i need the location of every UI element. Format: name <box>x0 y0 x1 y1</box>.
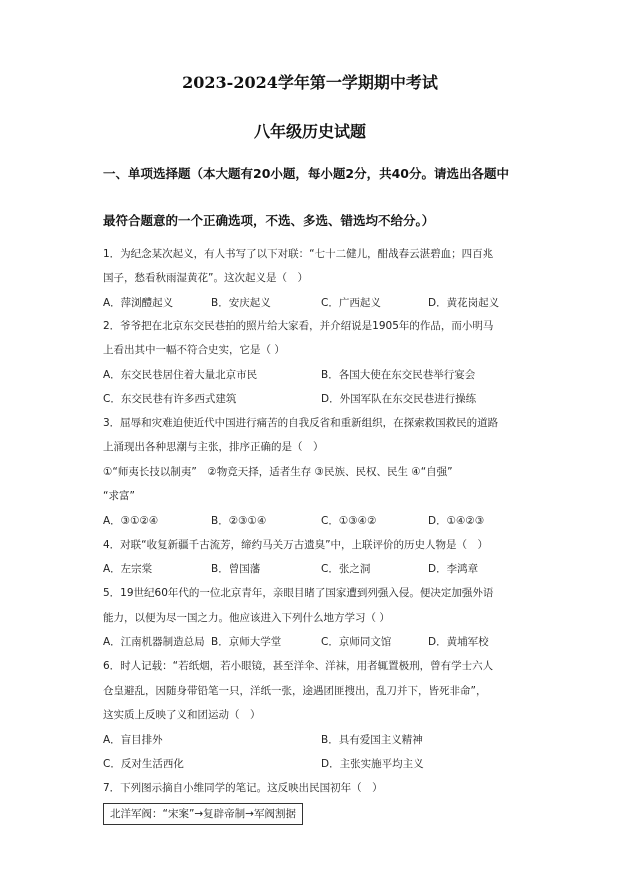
question-4-option-a: A．左宗棠 <box>103 563 153 575</box>
exam-title: 2023-2024学年第一学期期中考试 <box>182 73 438 92</box>
question-2-stem-line2: 上看出其中一幅不符合史实，它是（ ） <box>103 344 285 356</box>
question-1-option-b: B．安庆起义 <box>211 297 271 309</box>
question-3-option-b: B．②③①④ <box>211 515 267 527</box>
section-heading-line1: 一、单项选择题（本大题有20小题，每小题2分，共40分。请选出各题中 <box>103 166 509 181</box>
question-1-stem-line1: 1．为纪念某次起义，有人书写了以下对联：“七十二健儿，酣战春云湛碧血；四百兆 <box>103 248 494 260</box>
question-5-option-c: C．京师同文馆 <box>321 636 392 648</box>
question-1-option-c: C．广西起义 <box>321 297 381 309</box>
question-6-option-b: B．具有爱国主义精神 <box>321 734 423 746</box>
question-5-option-d: D．黄埔军校 <box>428 636 489 648</box>
question-2-option-a: A．东交民巷居住着大量北京市民 <box>103 369 258 381</box>
question-5-stem-line1: 5．19世纪60年代的一位北京青年，亲眼目睹了国家遭到列强入侵。便决定加强外语 <box>103 587 494 599</box>
question-5-option-b: B．京师大学堂 <box>211 636 282 648</box>
question-6-stem-line3: 这实质上反映了义和团运动（ ） <box>103 709 261 721</box>
question-1-option-d: D．黄花岗起义 <box>428 297 500 309</box>
question-2-option-c: C．东交民巷有许多西式建筑 <box>103 393 237 405</box>
question-4-option-d: D．李鸿章 <box>428 563 479 575</box>
question-3-stem-line3: ①“师夷长技以制夷” ②物竞天择，适者生存 ③民族、民权、民生 ④“自强” <box>103 466 453 478</box>
question-3-stem-line2: 上涌现出各种思潮与主张，排序正确的是（ ） <box>103 441 324 453</box>
question-4-option-b: B．曾国藩 <box>211 563 261 575</box>
question-4-option-c: C．张之洞 <box>321 563 371 575</box>
question-3-stem-line4: “求富” <box>103 490 135 502</box>
question-3-stem-line1: 3．屈辱和灾难迫使近代中国进行痛苦的自我反省和重新组织，在探索救国救民的道路 <box>103 417 499 429</box>
question-6-option-d: D．主张实施平均主义 <box>321 758 424 770</box>
question-3-option-a: A．③①②④ <box>103 515 159 527</box>
question-3-option-d: D．①④②③ <box>428 515 485 527</box>
question-6-stem-line1: 6．时人记载：“若纸烟，若小眼镜，甚至洋伞、洋袜，用者辄置极刑，曾有学士六人 <box>103 660 494 672</box>
question-6-option-a: A．盲目排外 <box>103 734 163 746</box>
question-5-stem-line2: 能力，以便为尽一国之力。他应该进入下列什么地方学习（ ） <box>103 612 390 624</box>
question-2-option-d: D．外国军队在东交民巷进行操练 <box>321 393 477 405</box>
question-6-option-c: C．反对生活西化 <box>103 758 184 770</box>
question-1-stem-line2: 国子，愁看秋雨湿黄花”。这次起义是（ ） <box>103 272 308 284</box>
question-6-stem-line2: 仓皇避乱，因随身带铅笔一只，洋纸一张，途遇团匪搜出，乱刀并下，皆死非命”， <box>103 685 487 697</box>
question-7-note-box: 北洋军阀：“宋案”→复辟帝制→军阀割据 <box>103 803 303 825</box>
exam-subtitle: 八年级历史试题 <box>253 122 366 141</box>
section-heading-line2: 最符合题意的一个正确选项，不选、多选、错选均不给分。） <box>103 213 435 228</box>
question-5-option-a: A．江南机器制造总局 <box>103 636 205 648</box>
question-7-stem-line1: 7．下列图示摘自小维同学的笔记。这反映出民国初年（ ） <box>103 782 383 794</box>
question-2-option-b: B．各国大使在东交民巷举行宴会 <box>321 369 476 381</box>
question-1-option-a: A．萍浏醴起义 <box>103 297 174 309</box>
question-2-stem-line1: 2．爷爷把在北京东交民巷拍的照片给大家看，并介绍说是1905年的作品，而小明马 <box>103 320 494 332</box>
question-3-option-c: C．①③④② <box>321 515 377 527</box>
question-4-stem-line1: 4．对联“收复新疆千古流芳，缔约马关万古遗臭”中，上联评价的历史人物是（ ） <box>103 539 489 551</box>
